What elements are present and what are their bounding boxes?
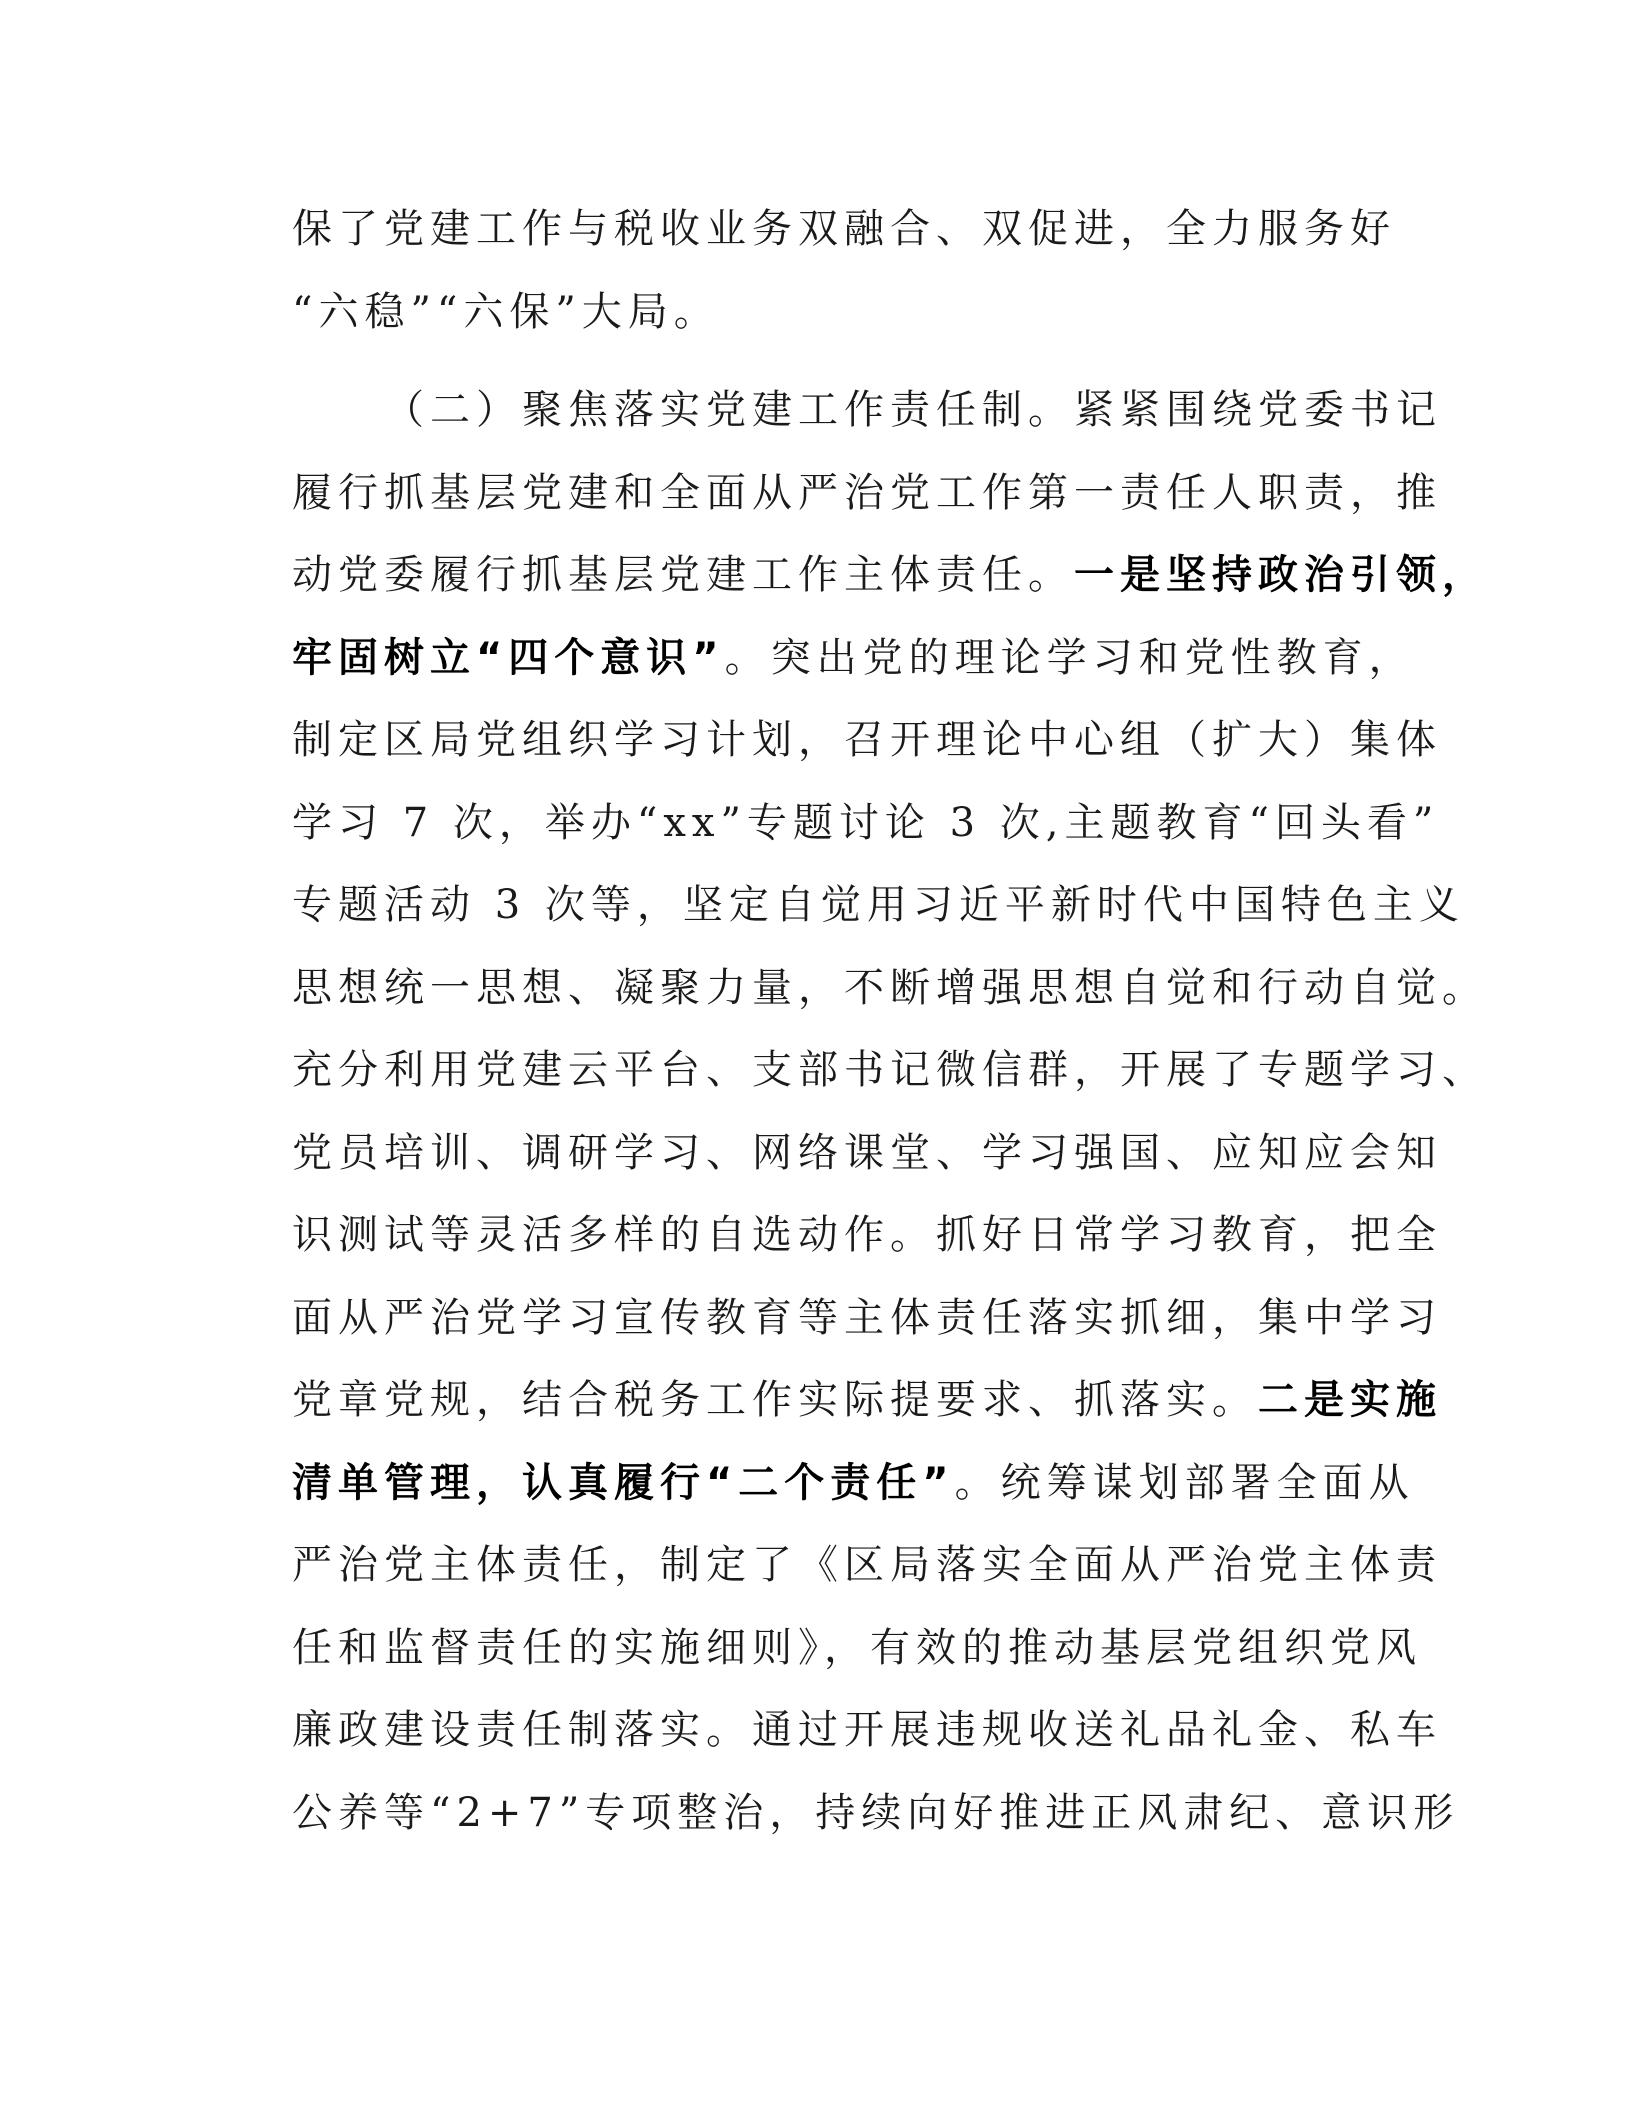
text-line: [292, 534, 1488, 617]
text-line: [292, 1442, 1415, 1525]
text-line: [292, 369, 1442, 452]
paragraph-1: [292, 188, 1412, 353]
text-run: 。统筹谋划部署全面从: [954, 1459, 1415, 1506]
text-line: [292, 864, 1465, 947]
text-line: [292, 1689, 1442, 1772]
text-line: [292, 1359, 1442, 1442]
text-run: 廉政建设责任制落实。通过开展违规收送礼品礼金、私车: [292, 1707, 1442, 1753]
text-run: 履行抓基层党建和全面从严治党工作第一责任人职责，推: [292, 469, 1442, 516]
text-line: [292, 1524, 1442, 1607]
text-line: [292, 1112, 1442, 1195]
text-line: [292, 188, 1412, 271]
text-run: 任和监督责任的实施细则》，有效的推动基层党组织党风: [292, 1624, 1422, 1671]
text-line: [292, 1772, 1460, 1855]
text-run: 。突出党的理论学习和党性教育，: [724, 634, 1415, 681]
text-line: [292, 452, 1442, 535]
text-line: [292, 1194, 1442, 1277]
text-run: 识测试等灵活多样的自选动作。抓好日常学习教育，把全: [292, 1212, 1442, 1258]
text-run: 思想统一思想、凝聚力量，不断增强思想自觉和行动自觉。: [292, 964, 1488, 1011]
text-run: “六稳”“六保”大局。: [292, 288, 720, 335]
text-run: （二）聚焦落实党建工作责任制。紧紧围绕党委书记: [384, 387, 1442, 433]
bold-text-run: 牢固树立“四个意识”: [292, 634, 725, 681]
text-run: 保了党建工作与税收业务双融合、双促进，全力服务好: [292, 206, 1396, 252]
text-run: 面从严治党学习宣传教育等主体责任落实抓细，集中学习: [292, 1294, 1442, 1341]
bold-text-run: 二是实施: [1258, 1377, 1442, 1423]
text-line: [292, 1277, 1442, 1360]
text-run: 党员培训、调研学习、网络课堂、学习强国、应知应会知: [292, 1129, 1442, 1176]
text-run: 专题活动 3 次等，坚定自觉用习近平新时代中国特色主义: [292, 882, 1465, 928]
bold-text-run: 一是坚持政治引领，: [1074, 552, 1488, 598]
text-run: 公养等“2+7”专项整治，持续向好推进正风肃纪、意识形: [292, 1789, 1460, 1836]
bold-text-run: 清单管理，认真履行“二个责任”: [292, 1459, 955, 1506]
text-line: [292, 699, 1442, 782]
text-run: 充分利用党建云平台、支部书记微信群，开展了专题学习、: [292, 1047, 1488, 1093]
text-line: [292, 782, 1440, 865]
text-line: [292, 271, 1412, 354]
document-body: [292, 188, 1488, 1854]
text-line: [292, 617, 1415, 700]
text-run: 动党委履行抓基层党建工作主体责任。: [292, 552, 1074, 598]
text-run: 党章党规，结合税务工作实际提要求、抓落实。: [292, 1377, 1258, 1423]
paragraph-2: [292, 369, 1488, 1854]
text-run: 严治党主体责任，制定了《区局落实全面从严治党主体责: [292, 1542, 1442, 1588]
text-line: [292, 947, 1488, 1030]
text-run: 学习 7 次，举办“xx”专题讨论 3 次,主题教育“回头看”: [292, 799, 1440, 846]
text-run: 制定区局党组织学习计划，召开理论中心组（扩大）集体: [292, 717, 1442, 763]
text-line: [292, 1607, 1422, 1690]
text-line: [292, 1029, 1488, 1112]
